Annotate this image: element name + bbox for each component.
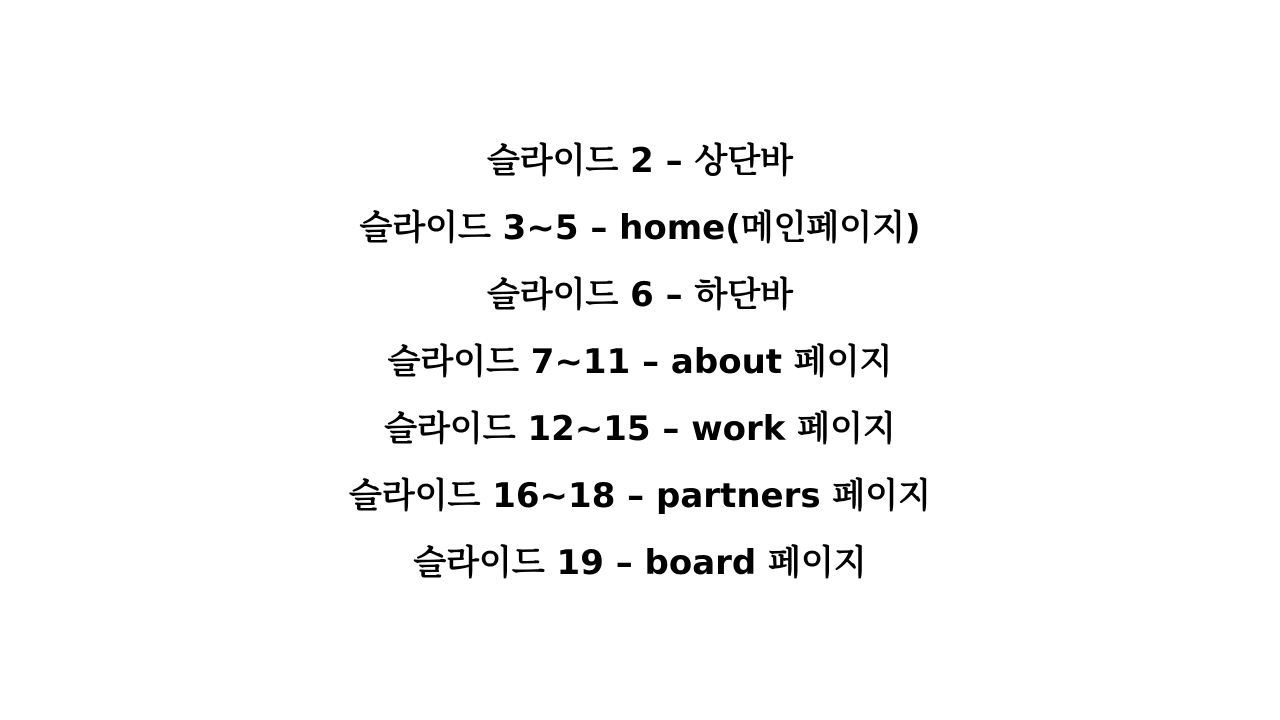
toc-line: 슬라이드 12~15 – work 페이지	[384, 409, 896, 449]
toc-line: 슬라이드 19 – board 페이지	[413, 543, 867, 583]
table-of-contents	[0, 128, 1280, 597]
toc-line: 슬라이드 2 – 상단바	[486, 141, 794, 181]
toc-line: 슬라이드 3~5 – home(메인페이지)	[359, 208, 921, 248]
toc-line: 슬라이드 16~18 – partners 페이지	[349, 476, 931, 516]
toc-line: 슬라이드 6 – 하단바	[486, 275, 794, 315]
toc-line: 슬라이드 7~11 – about 페이지	[387, 342, 893, 382]
